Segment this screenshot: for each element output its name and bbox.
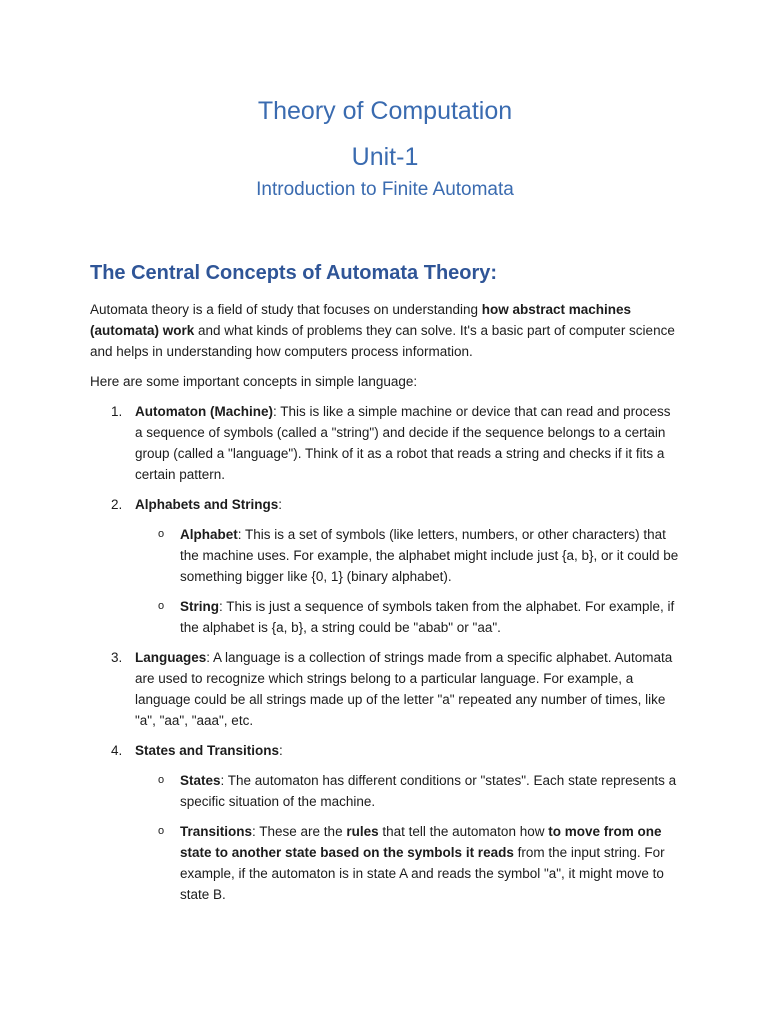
sub-bold-rules: rules (346, 824, 379, 839)
document-title: Theory of Computation (257, 97, 513, 125)
concept-term: States and Transitions (135, 743, 280, 758)
list-number: 4. (111, 743, 123, 758)
concept-text: : (278, 497, 283, 512)
list-number: 3. (111, 650, 123, 665)
sub-term: String (180, 599, 219, 614)
concepts-lead: Here are some important concepts in simple language: (90, 374, 418, 389)
list-number: 1. (111, 404, 123, 419)
concept-text: : A language is a collection of strings made from a specific alphabet. Automata are used to recognize which strings belong to a particular language. For example, a language could be all strings made up of the letter "a" repeated any number of times, like "a", "aa", "aaa", etc. (135, 650, 673, 728)
concept-term: Automaton (Machine) (135, 404, 273, 419)
section-heading: The Central Concepts of Automata Theory: (90, 262, 498, 284)
hollow-bullet-icon: o (158, 528, 165, 540)
hollow-bullet-icon: o (158, 600, 165, 612)
concept-term: Alphabets and Strings (135, 497, 279, 512)
sub-list (135, 524, 680, 638)
hollow-bullet-icon: o (158, 825, 165, 837)
concept-item-automaton (90, 401, 680, 485)
sub-term: States (180, 773, 221, 788)
sub-text: from the input string. For example, if the automaton is in state A and reads the symbol "a", it might move to state B. (180, 845, 665, 902)
sub-item-states (135, 770, 680, 812)
sub-bold-move: to move from one state to another state based on the symbols it reads (180, 824, 662, 860)
sub-item-transitions (135, 821, 680, 905)
sub-text: : The automaton has different conditions or "states". Each state represents a specific situation of the machine. (180, 773, 677, 809)
sub-text: : This is a set of symbols (like letters, numbers, or other characters) that the machine uses. For example, the alphabet might include just {a, b}, or it could be something bigger like {0, 1} (binary alphabet). (180, 527, 679, 584)
sub-text: : This is just a sequence of symbols taken from the alphabet. For example, if the alphabet is {a, b}, a string could be "abab" or "aa". (180, 599, 675, 635)
concept-item-states-transitions (90, 740, 680, 905)
concept-text: : This is like a simple machine or device that can read and process a sequence of symbols (called a "string") and decide if the sequence belongs to a certain group (called a "language"). Think of it as a robot that reads a string and checks if it fits a certain pattern. (135, 404, 671, 482)
unit-subtitle: Introduction to Finite Automata (256, 179, 514, 200)
sub-text: : These are the (252, 824, 347, 839)
sub-item-string (135, 596, 680, 638)
concept-item-alphabets-strings (90, 494, 680, 638)
list-number: 2. (111, 497, 123, 512)
hollow-bullet-icon: o (158, 774, 165, 786)
sub-list (135, 770, 680, 905)
concept-item-languages (90, 647, 680, 731)
concept-text: : (279, 743, 283, 758)
sub-item-alphabet (135, 524, 680, 587)
intro-text-1: Automata theory is a field of study that focuses on understanding (90, 302, 482, 317)
sub-term: Alphabet (180, 527, 238, 542)
concept-term: Languages (135, 650, 207, 665)
concepts-list (90, 401, 680, 905)
unit-heading: Unit-1 (351, 143, 419, 171)
intro-bold: how abstract machines (automata) work (90, 302, 632, 338)
sub-text: that tell the automaton how (378, 824, 549, 839)
sub-term: Transitions (180, 824, 253, 839)
intro-text-2: and what kinds of problems they can solve. It's a basic part of computer science and helps in understanding how computers process information. (90, 323, 675, 359)
intro-paragraph (90, 299, 680, 362)
